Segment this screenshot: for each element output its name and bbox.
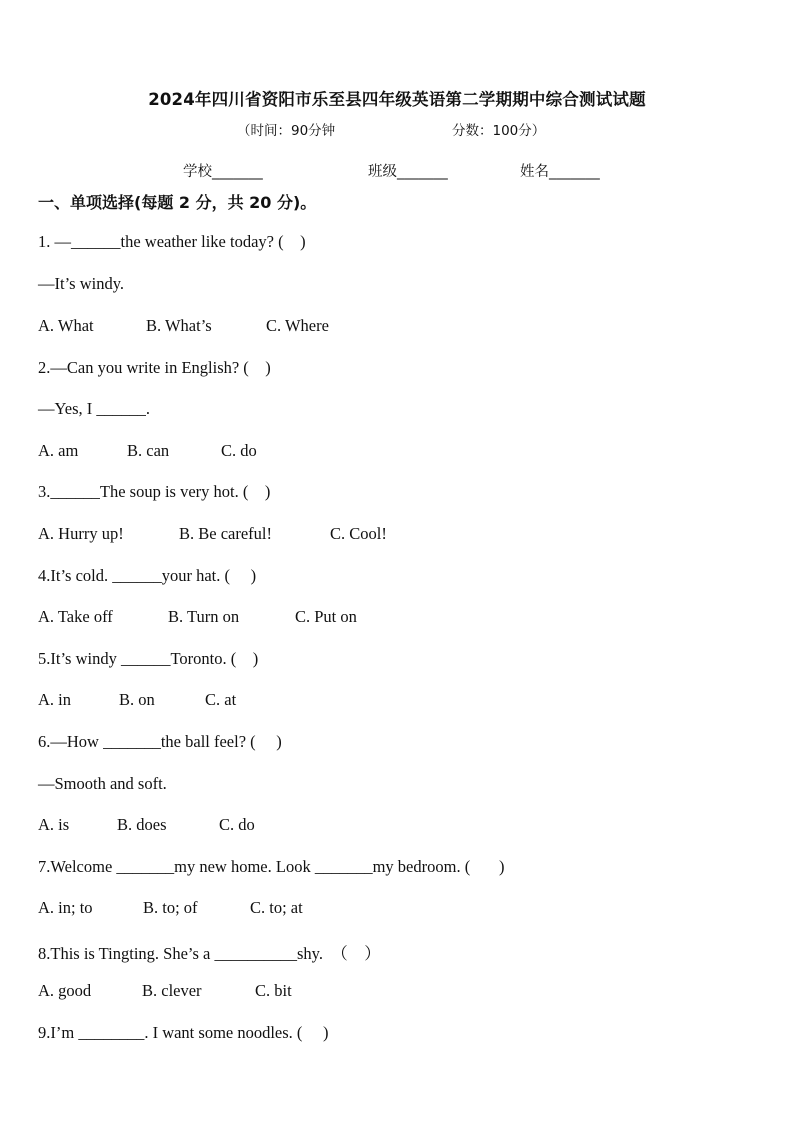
question-1-options [38, 316, 329, 336]
option-b: B. clever [142, 981, 202, 1000]
question-8-stem: 8.This is Tingting. She’s a __________shy. （ ） [38, 944, 381, 963]
section-heading: 一、单项选择(每题 2 分，共 20 分)。 [38, 193, 317, 212]
option-a: A. is [38, 815, 70, 834]
option-b: B. Turn on [168, 607, 240, 626]
question-5-stem: 5.It’s windy ______Toronto. ( ) [38, 649, 259, 668]
option-c: C. bit [255, 981, 292, 1000]
option-c: C. Cool! [330, 524, 387, 543]
option-b: B. does [117, 815, 167, 834]
question-1-stem: 1. —______the weather like today? ( ) [38, 232, 306, 251]
option-a: A. good [38, 981, 92, 1000]
option-a: A. am [38, 441, 79, 460]
school-field: 学校_______ [183, 164, 263, 180]
question-6-options [38, 815, 255, 835]
question-7-options [38, 898, 303, 918]
option-b: B. can [127, 441, 170, 460]
question-3-options [38, 524, 387, 544]
option-a: A. in; to [38, 898, 93, 917]
question-1-response: —It’s windy. [38, 274, 125, 293]
option-c: C. Where [266, 316, 329, 335]
question-5-options [38, 690, 236, 710]
option-b: B. Be careful! [179, 524, 272, 543]
question-2-response: —Yes, I ______. [38, 399, 151, 418]
name-field: 姓名_______ [520, 164, 600, 180]
option-c: C. to; at [250, 898, 303, 917]
question-2-options [38, 441, 257, 461]
exam-time: （时间：90分钟 [237, 123, 336, 139]
question-3-stem: 3.______The soup is very hot. ( ) [38, 482, 271, 501]
question-6-response: —Smooth and soft. [38, 774, 167, 793]
option-a: A. in [38, 690, 71, 709]
class-field: 班级_______ [368, 164, 448, 180]
option-c: C. do [219, 815, 255, 834]
option-a: A. What [38, 316, 94, 335]
option-c: C. Put on [295, 607, 357, 626]
question-6-stem: 6.—How _______the ball feel? ( ) [38, 732, 282, 751]
question-4-stem: 4.It’s cold. ______your hat. ( ) [38, 566, 257, 585]
question-8-options [38, 981, 292, 1001]
exam-score: 分数：100分） [452, 123, 546, 139]
option-c: C. at [205, 690, 237, 709]
option-b: B. to; of [143, 898, 198, 917]
question-2-stem: 2.—Can you write in English? ( ) [38, 358, 271, 377]
question-9-stem: 9.I’m ________. I want some noodles. ( ) [38, 1023, 329, 1042]
option-a: A. Take off [38, 607, 113, 626]
option-c: C. do [221, 441, 257, 460]
question-7-stem: 7.Welcome _______my new home. Look _______my bedroom. ( ) [38, 857, 505, 876]
option-b: B. on [119, 690, 155, 709]
option-a: A. Hurry up! [38, 524, 124, 543]
exam-title: 2024年四川省资阳市乐至县四年级英语第二学期期中综合测试试题 [148, 90, 646, 109]
option-b: B. What’s [146, 316, 212, 335]
question-4-options [38, 607, 357, 627]
